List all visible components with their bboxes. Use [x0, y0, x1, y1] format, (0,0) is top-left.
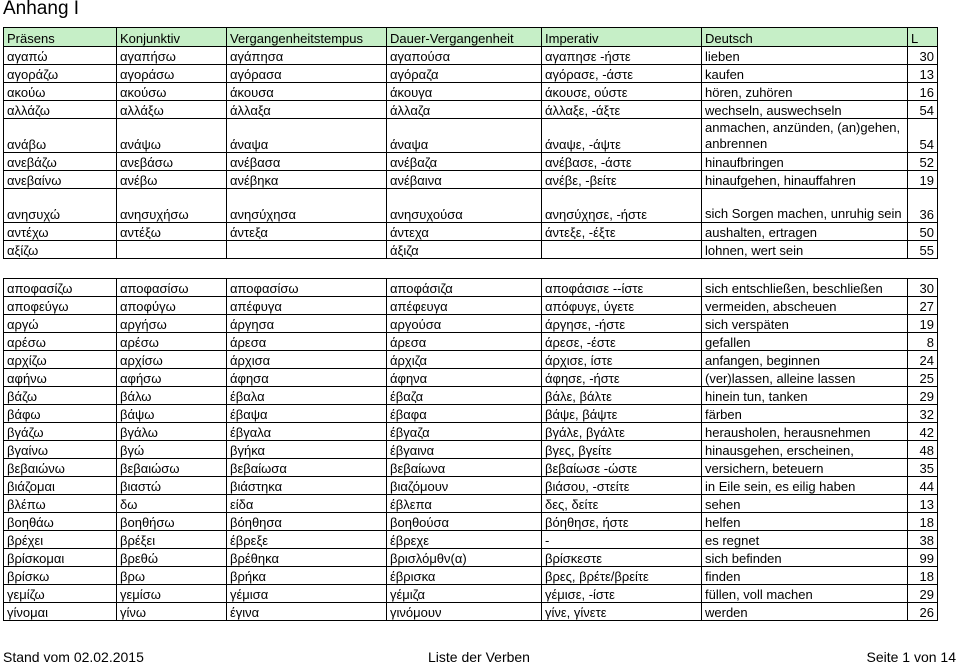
table-row [4, 369, 938, 387]
cell-deutsch: anfangen, beginnen [702, 351, 908, 369]
cell-imperativ: βρες, βρέτε/βρείτε [542, 567, 702, 585]
cell-dauer-vergangenheit: βεβαίωνα [387, 459, 542, 477]
cell-imperativ: άντεξε, -έξτε [542, 223, 702, 241]
cell-lesson: 44 [908, 477, 938, 495]
cell-imperativ: άρεσε, -έστε [542, 333, 702, 351]
table-row [4, 585, 938, 603]
cell-deutsch: in Eile sein, es eilig haben [702, 477, 908, 495]
cell-praesens: ανάβω [4, 119, 117, 153]
cell-imperativ: αγόρασε, -άστε [542, 65, 702, 83]
cell-vergangenheitstempus: βγήκα [227, 441, 387, 459]
header-deutsch: Deutsch [702, 28, 908, 47]
table-row [4, 223, 938, 241]
cell-dauer-vergangenheit: ανέβαινα [387, 171, 542, 189]
cell-dauer-vergangenheit: αργούσα [387, 315, 542, 333]
cell-vergangenheitstempus: αποφασίσω [227, 279, 387, 297]
table-row [4, 513, 938, 531]
cell-lesson: 30 [908, 279, 938, 297]
cell-vergangenheitstempus: έβγαλα [227, 423, 387, 441]
cell-lesson: 25 [908, 369, 938, 387]
cell-konjunktiv: αγοράσω [117, 65, 227, 83]
cell-vergangenheitstempus: ανησύχησα [227, 189, 387, 223]
header-lesson: L [908, 28, 938, 47]
table-row [4, 101, 938, 119]
cell-deutsch: sich Sorgen machen, unruhig sein [702, 189, 908, 223]
cell-deutsch: hören, zuhören [702, 83, 908, 101]
cell-praesens: βάζω [4, 387, 117, 405]
cell-deutsch: kaufen [702, 65, 908, 83]
cell-konjunktiv: αποφασίσω [117, 279, 227, 297]
cell-dauer-vergangenheit: άναψα [387, 119, 542, 153]
empty-cell [908, 259, 938, 279]
cell-deutsch: anmachen, anzünden, (an)gehen, anbrennen [702, 119, 908, 153]
cell-konjunktiv: βάλω [117, 387, 227, 405]
cell-imperativ: βγες, βγείτε [542, 441, 702, 459]
empty-cell [4, 259, 117, 279]
cell-praesens: βρέχει [4, 531, 117, 549]
cell-vergangenheitstempus: ανέβηκα [227, 171, 387, 189]
cell-praesens: βρίσκω [4, 567, 117, 585]
cell-dauer-vergangenheit: γινόμουν [387, 603, 542, 621]
table-row [4, 351, 938, 369]
cell-vergangenheitstempus: άντεξα [227, 223, 387, 241]
cell-lesson: 26 [908, 603, 938, 621]
cell-deutsch: füllen, voll machen [702, 585, 908, 603]
cell-konjunktiv: γίνω [117, 603, 227, 621]
cell-lesson: 38 [908, 531, 938, 549]
cell-vergangenheitstempus: βόηθησα [227, 513, 387, 531]
header-vergangenheitstempus: Vergangenheitstempus [227, 28, 387, 47]
cell-vergangenheitstempus: βρήκα [227, 567, 387, 585]
table-row [4, 567, 938, 585]
cell-imperativ: άκουσε, ούστε [542, 83, 702, 101]
cell-lesson: 48 [908, 441, 938, 459]
cell-vergangenheitstempus: έβρεξε [227, 531, 387, 549]
cell-dauer-vergangenheit: έβγαινα [387, 441, 542, 459]
cell-dauer-vergangenheit: άρχιζα [387, 351, 542, 369]
cell-dauer-vergangenheit: έβαφα [387, 405, 542, 423]
cell-dauer-vergangenheit: βρισλόμθν(α) [387, 549, 542, 567]
cell-konjunktiv: αλλάξω [117, 101, 227, 119]
cell-imperativ: αποφάσισε --ίστε [542, 279, 702, 297]
cell-imperativ: βιάσου, -στείτε [542, 477, 702, 495]
cell-imperativ: ανέβε, -βείτε [542, 171, 702, 189]
cell-vergangenheitstempus: αγόρασα [227, 65, 387, 83]
cell-dauer-vergangenheit: έβγαζα [387, 423, 542, 441]
cell-deutsch: lieben [702, 47, 908, 65]
cell-lesson: 54 [908, 101, 938, 119]
cell-konjunktiv: βεβαιώσω [117, 459, 227, 477]
cell-dauer-vergangenheit: άξιζα [387, 241, 542, 259]
cell-imperativ: βάλε, βάλτε [542, 387, 702, 405]
cell-lesson: 35 [908, 459, 938, 477]
cell-deutsch: hinein tun, tanken [702, 387, 908, 405]
table-gap-row [4, 259, 938, 279]
table-row [4, 603, 938, 621]
cell-deutsch: finden [702, 567, 908, 585]
cell-imperativ: βόηθησε, ήστε [542, 513, 702, 531]
cell-konjunktiv: βγάλω [117, 423, 227, 441]
cell-konjunktiv: αργήσω [117, 315, 227, 333]
cell-praesens: αφήνω [4, 369, 117, 387]
cell-deutsch: aushalten, ertragen [702, 223, 908, 241]
cell-deutsch: versichern, beteuern [702, 459, 908, 477]
cell-praesens: βγάζω [4, 423, 117, 441]
cell-konjunktiv: βοηθήσω [117, 513, 227, 531]
cell-dauer-vergangenheit: αγαπούσα [387, 47, 542, 65]
cell-lesson: 36 [908, 189, 938, 223]
table-row [4, 47, 938, 65]
header-praesens: Präsens [4, 28, 117, 47]
cell-lesson: 18 [908, 513, 938, 531]
table-row [4, 297, 938, 315]
cell-imperativ: - [542, 531, 702, 549]
cell-deutsch: hinausgehen, erscheinen, [702, 441, 908, 459]
cell-konjunktiv: ακούσω [117, 83, 227, 101]
cell-konjunktiv: ανησυχήσω [117, 189, 227, 223]
cell-lesson: 19 [908, 171, 938, 189]
cell-konjunktiv: βγώ [117, 441, 227, 459]
cell-lesson: 32 [908, 405, 938, 423]
cell-lesson: 16 [908, 83, 938, 101]
cell-vergangenheitstempus: άργησα [227, 315, 387, 333]
table-row [4, 153, 938, 171]
cell-vergangenheitstempus: βιάστηκα [227, 477, 387, 495]
header-konjunktiv: Konjunktiv [117, 28, 227, 47]
cell-konjunktiv: βάψω [117, 405, 227, 423]
table-row [4, 65, 938, 83]
empty-cell [387, 259, 542, 279]
cell-praesens: αντέχω [4, 223, 117, 241]
cell-dauer-vergangenheit: έβρεχε [387, 531, 542, 549]
table-row [4, 279, 938, 297]
verb-table [3, 27, 938, 621]
cell-dauer-vergangenheit: έβαζα [387, 387, 542, 405]
cell-vergangenheitstempus: απέφυγα [227, 297, 387, 315]
cell-imperativ: γέμισε, -ίστε [542, 585, 702, 603]
cell-deutsch: wechseln, auswechseln [702, 101, 908, 119]
cell-imperativ: δες, δείτε [542, 495, 702, 513]
cell-praesens: ανησυχώ [4, 189, 117, 223]
cell-deutsch: gefallen [702, 333, 908, 351]
cell-lesson: 52 [908, 153, 938, 171]
cell-vergangenheitstempus: άρεσα [227, 333, 387, 351]
footer-page-number: Seite 1 von 14 [866, 649, 956, 665]
cell-deutsch: sich befinden [702, 549, 908, 567]
cell-vergangenheitstempus: έγινα [227, 603, 387, 621]
cell-praesens: αργώ [4, 315, 117, 333]
cell-deutsch: lohnen, wert sein [702, 241, 908, 259]
cell-dauer-vergangenheit: άλλαζα [387, 101, 542, 119]
cell-vergangenheitstempus: άρχισα [227, 351, 387, 369]
cell-imperativ: βρίσκεστε [542, 549, 702, 567]
cell-dauer-vergangenheit: έβρισκα [387, 567, 542, 585]
cell-konjunktiv: βρω [117, 567, 227, 585]
page-title: Anhang I [3, 0, 80, 19]
cell-konjunktiv: ανέβω [117, 171, 227, 189]
cell-praesens: βρίσκομαι [4, 549, 117, 567]
cell-lesson: 29 [908, 387, 938, 405]
table-row [4, 83, 938, 101]
cell-praesens: αρχίζω [4, 351, 117, 369]
cell-imperativ: άναψε, -άψτε [542, 119, 702, 153]
cell-dauer-vergangenheit: γέμιζα [387, 585, 542, 603]
cell-praesens: αποφεύγω [4, 297, 117, 315]
cell-vergangenheitstempus: άλλαξα [227, 101, 387, 119]
cell-praesens: αγοράζω [4, 65, 117, 83]
cell-konjunktiv: αρχίσω [117, 351, 227, 369]
cell-konjunktiv: βρεθώ [117, 549, 227, 567]
cell-vergangenheitstempus: άναψα [227, 119, 387, 153]
table-row [4, 171, 938, 189]
cell-imperativ [542, 241, 702, 259]
cell-praesens: βοηθάω [4, 513, 117, 531]
empty-cell [117, 259, 227, 279]
cell-praesens: βγαίνω [4, 441, 117, 459]
cell-dauer-vergangenheit: απέφευγα [387, 297, 542, 315]
cell-dauer-vergangenheit: βιαζόμουν [387, 477, 542, 495]
cell-deutsch: hinaufbringen [702, 153, 908, 171]
cell-imperativ: βάψε, βάψτε [542, 405, 702, 423]
cell-lesson: 42 [908, 423, 938, 441]
cell-lesson: 29 [908, 585, 938, 603]
cell-deutsch: helfen [702, 513, 908, 531]
cell-deutsch: färben [702, 405, 908, 423]
cell-deutsch: werden [702, 603, 908, 621]
cell-praesens: γεμίζω [4, 585, 117, 603]
cell-dauer-vergangenheit: έβλεπα [387, 495, 542, 513]
cell-praesens: αποφασίζω [4, 279, 117, 297]
cell-praesens: αγαπώ [4, 47, 117, 65]
cell-dauer-vergangenheit: ανέβαζα [387, 153, 542, 171]
table-row [4, 405, 938, 423]
cell-lesson: 19 [908, 315, 938, 333]
cell-vergangenheitstempus: γέμισα [227, 585, 387, 603]
cell-vergangenheitstempus: αγάπησα [227, 47, 387, 65]
cell-praesens: γίνομαι [4, 603, 117, 621]
cell-dauer-vergangenheit: άκουγα [387, 83, 542, 101]
cell-lesson: 27 [908, 297, 938, 315]
cell-imperativ: ανέβασε, -άστε [542, 153, 702, 171]
cell-deutsch: herausholen, herausnehmen [702, 423, 908, 441]
cell-imperativ: άρχισε, ίστε [542, 351, 702, 369]
cell-imperativ: απόφυγε, ύγετε [542, 297, 702, 315]
cell-konjunktiv [117, 241, 227, 259]
cell-lesson: 8 [908, 333, 938, 351]
cell-vergangenheitstempus: έβαλα [227, 387, 387, 405]
cell-praesens: ανεβάζω [4, 153, 117, 171]
cell-konjunktiv: γεμίσω [117, 585, 227, 603]
cell-konjunktiv: αγαπήσω [117, 47, 227, 65]
cell-deutsch: (ver)lassen, alleine lassen [702, 369, 908, 387]
cell-dauer-vergangenheit: άφηνα [387, 369, 542, 387]
cell-konjunktiv: αποφύγω [117, 297, 227, 315]
cell-lesson: 18 [908, 567, 938, 585]
cell-imperativ: αγαπησε -ήστε [542, 47, 702, 65]
cell-vergangenheitstempus [227, 241, 387, 259]
cell-lesson: 99 [908, 549, 938, 567]
cell-praesens: βιάζομαι [4, 477, 117, 495]
table-row [4, 315, 938, 333]
empty-cell [702, 259, 908, 279]
cell-vergangenheitstempus: βεβαίωσα [227, 459, 387, 477]
cell-imperativ: γίνε, γίνετε [542, 603, 702, 621]
empty-cell [542, 259, 702, 279]
cell-deutsch: es regnet [702, 531, 908, 549]
table-row [4, 477, 938, 495]
cell-praesens: αλλάζω [4, 101, 117, 119]
cell-vergangenheitstempus: έβαψα [227, 405, 387, 423]
cell-vergangenheitstempus: άφησα [227, 369, 387, 387]
cell-konjunktiv: βρέξει [117, 531, 227, 549]
table-header-row [4, 28, 938, 47]
cell-imperativ: βεβαίωσε -ώστε [542, 459, 702, 477]
table-row [4, 459, 938, 477]
cell-dauer-vergangenheit: αποφάσιζα [387, 279, 542, 297]
cell-lesson: 30 [908, 47, 938, 65]
cell-lesson: 13 [908, 495, 938, 513]
table-row [4, 241, 938, 259]
cell-vergangenheitstempus: άκουσα [227, 83, 387, 101]
cell-praesens: ακούω [4, 83, 117, 101]
cell-praesens: βεβαιώνω [4, 459, 117, 477]
cell-praesens: ανεβαίνω [4, 171, 117, 189]
cell-konjunktiv: αρέσω [117, 333, 227, 351]
cell-konjunktiv: αφήσω [117, 369, 227, 387]
table-row [4, 495, 938, 513]
table-row [4, 119, 938, 153]
cell-deutsch: sich verspäten [702, 315, 908, 333]
cell-imperativ: άφησε, -ήστε [542, 369, 702, 387]
cell-lesson: 13 [908, 65, 938, 83]
cell-deutsch: sehen [702, 495, 908, 513]
table-row [4, 387, 938, 405]
cell-praesens: βλέπω [4, 495, 117, 513]
cell-lesson: 24 [908, 351, 938, 369]
cell-vergangenheitstempus: ανέβασα [227, 153, 387, 171]
cell-dauer-vergangenheit: αγόραζα [387, 65, 542, 83]
table-row [4, 189, 938, 223]
cell-konjunktiv: ανεβάσω [117, 153, 227, 171]
table-row [4, 441, 938, 459]
header-imperativ: Imperativ [542, 28, 702, 47]
cell-konjunktiv: δω [117, 495, 227, 513]
footer-date: Stand vom 02.02.2015 [3, 649, 144, 665]
footer-title: Liste der Verben [428, 649, 530, 665]
cell-imperativ: άλλαξε, -άξτε [542, 101, 702, 119]
empty-cell [227, 259, 387, 279]
table-row [4, 549, 938, 567]
cell-lesson: 55 [908, 241, 938, 259]
cell-praesens: αρέσω [4, 333, 117, 351]
cell-imperativ: ανησύχησε, -ήστε [542, 189, 702, 223]
header-dauer-vergangenheit: Dauer-Vergangenheit [387, 28, 542, 47]
cell-praesens: βάφω [4, 405, 117, 423]
cell-lesson: 50 [908, 223, 938, 241]
cell-dauer-vergangenheit: άντεχα [387, 223, 542, 241]
cell-praesens: αξίζω [4, 241, 117, 259]
cell-dauer-vergangenheit: άρεσα [387, 333, 542, 351]
cell-dauer-vergangenheit: ανησυχούσα [387, 189, 542, 223]
cell-lesson: 54 [908, 119, 938, 153]
cell-deutsch: sich entschließen, beschließen [702, 279, 908, 297]
table-row [4, 423, 938, 441]
cell-deutsch: vermeiden, abscheuen [702, 297, 908, 315]
cell-imperativ: βγάλε, βγάλτε [542, 423, 702, 441]
cell-vergangenheitstempus: βρέθηκα [227, 549, 387, 567]
cell-konjunktiv: ανάψω [117, 119, 227, 153]
table-row [4, 531, 938, 549]
cell-deutsch: hinaufgehen, hinauffahren [702, 171, 908, 189]
cell-imperativ: άργησε, -ήστε [542, 315, 702, 333]
cell-vergangenheitstempus: είδα [227, 495, 387, 513]
cell-konjunktiv: αντέξω [117, 223, 227, 241]
table-row [4, 333, 938, 351]
cell-konjunktiv: βιαστώ [117, 477, 227, 495]
cell-dauer-vergangenheit: βοηθούσα [387, 513, 542, 531]
